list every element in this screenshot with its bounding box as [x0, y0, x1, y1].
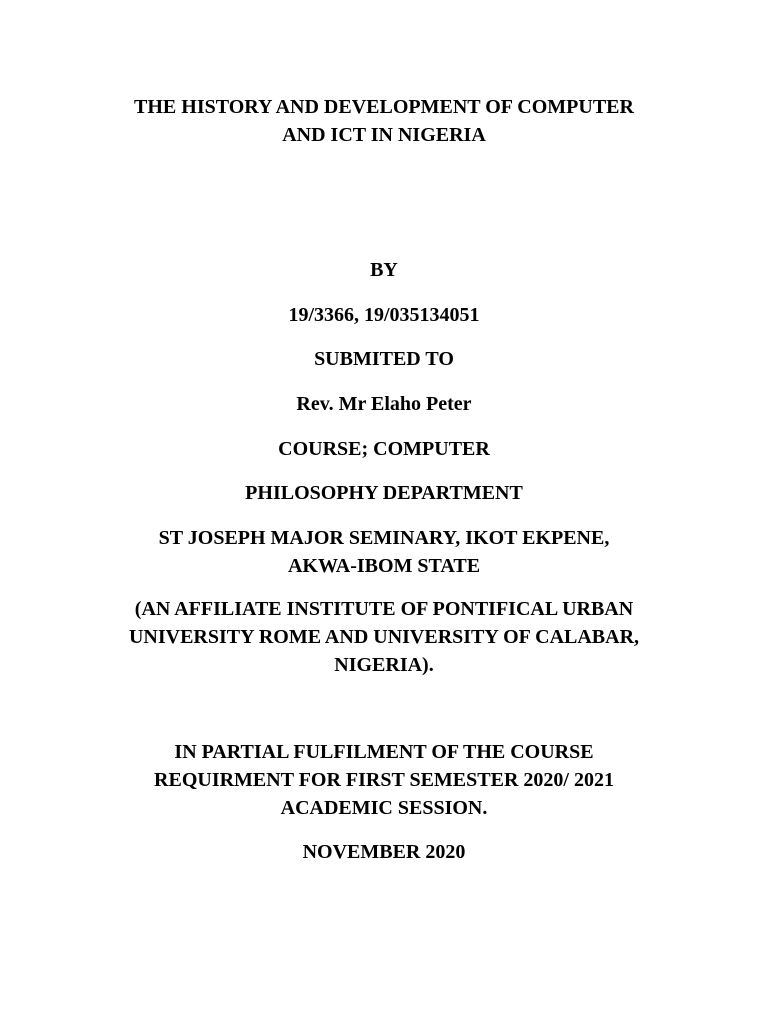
department-name — [0, 479, 768, 507]
affiliation-line: UNIVERSITY ROME AND UNIVERSITY OF CALABAR, — [128, 626, 640, 648]
fulfilment-line: REQUIRMENT FOR FIRST SEMESTER 2020/ 2021 — [154, 769, 614, 791]
submitted-to-label — [0, 345, 768, 373]
by-label-text: BY — [370, 259, 398, 281]
fulfilment-line: IN PARTIAL FULFILMENT OF THE COURSE — [174, 741, 594, 763]
lecturer-name — [0, 390, 768, 418]
fulfilment-line: ACADEMIC SESSION. — [280, 797, 488, 819]
submitted-to-text: SUBMITED TO — [314, 348, 454, 370]
department-name-text: PHILOSOPHY DEPARTMENT — [245, 482, 523, 504]
submission-date-text: NOVEMBER 2020 — [302, 841, 466, 863]
by-label — [0, 256, 768, 284]
affiliation-statement — [0, 595, 768, 679]
student-ids — [0, 301, 768, 329]
course-name-text: COURSE; COMPUTER — [278, 438, 490, 460]
fulfilment-statement — [0, 738, 768, 822]
institution-name — [0, 524, 768, 580]
document-title-line: AND ICT IN NIGERIA — [282, 124, 486, 146]
institution-line: ST JOSEPH MAJOR SEMINARY, IKOT EKPENE, — [158, 527, 610, 549]
submission-date — [0, 838, 768, 866]
course-name — [0, 435, 768, 463]
document-title-line: THE HISTORY AND DEVELOPMENT OF COMPUTER — [134, 96, 634, 118]
document-title — [0, 93, 768, 149]
affiliation-line: NIGERIA). — [334, 654, 434, 676]
institution-line: AKWA-IBOM STATE — [287, 555, 481, 577]
student-ids-text: 19/3366, 19/035134051 — [288, 304, 480, 326]
lecturer-name-text: Rev. Mr Elaho Peter — [296, 393, 472, 415]
affiliation-line: (AN AFFILIATE INSTITUTE OF PONTIFICAL URBAN — [134, 598, 634, 620]
